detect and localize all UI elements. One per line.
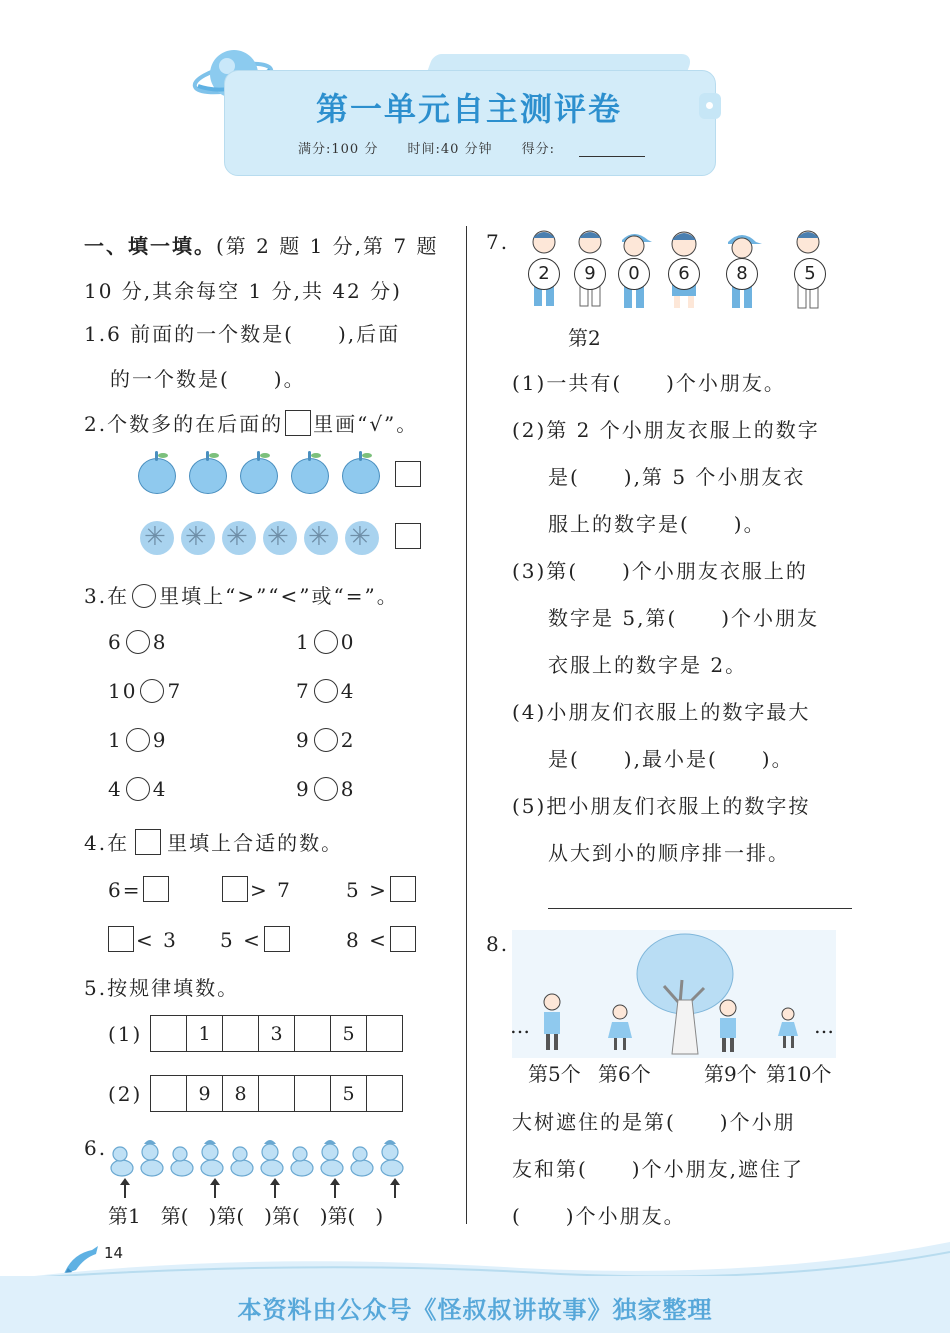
compare-item: 6 8 [108,630,168,654]
q4-prompt: 4.在 里填上合适的数。 [84,831,344,855]
shirt-number: 9 [574,258,606,290]
duck-icon [291,1147,313,1176]
sequence-table-1 [150,1015,403,1052]
duck-icon [351,1147,373,1176]
fill-box[interactable] [390,926,416,952]
apple-icon [291,458,329,494]
fill-box[interactable] [222,876,248,902]
seq-cell[interactable] [367,1016,403,1052]
compare-item: 10 7 [108,679,183,703]
duck-icon [171,1147,193,1176]
page-title: 第一单元自主测评卷 [315,90,622,128]
sequence-table-2 [150,1075,403,1112]
apple-icon [342,458,380,494]
shirt-number: 5 [794,258,826,290]
apple-icon [189,458,227,494]
ellipsis-right: … [814,1014,836,1038]
section-heading: 一、填一填。(第 2 题 1 分,第 7 题 [84,234,439,258]
duck-icon [231,1147,253,1176]
compare-item: 7 4 [296,679,356,703]
q7-part4-line2: 是( ),最小是( )。 [548,747,794,771]
fill-box[interactable] [108,926,134,952]
fill-item: < 3 [106,926,178,952]
q7-part1: (1)一共有( )个小朋友。 [512,371,786,395]
duck-icon [111,1147,133,1176]
duck-icon [381,1144,403,1176]
q7-part4-line1: (4)小朋友们衣服上的数字最大 [512,700,811,724]
fill-box[interactable] [390,876,416,902]
flower-ball-icon [222,521,256,555]
q8-label: 8. [486,932,510,956]
fill-item: 5 < [220,926,292,952]
compare-circle[interactable] [140,679,164,703]
q7-part3-line1: (3)第( )个小朋友衣服上的 [512,559,808,583]
exam-meta [298,138,669,157]
child-figure [524,228,570,314]
fill-item: 5 > [346,876,418,902]
seq-cell[interactable] [259,1076,295,1112]
ellipsis-left: … [510,1014,532,1038]
fill-item: > 7 [220,876,292,902]
q7-part3-line3: 衣服上的数字是 2。 [548,653,748,677]
flower-ball-icon [181,521,215,555]
child-figure [664,228,710,314]
duck-icon [321,1144,343,1176]
shirt-number: 8 [726,258,758,290]
compare-item: 9 2 [296,728,356,752]
duck-icon [141,1144,163,1176]
q7-part2-line2: 是( ),第 5 个小朋友衣 [548,465,806,489]
section-note: 10 分,其余每空 1 分,共 42 分) [84,279,402,303]
seq-cell: 3 [259,1016,295,1052]
q1-line1: 1.6 前面的一个数是( ),后面 [84,322,401,346]
footer-text: 本资料由公众号《怪叔叔讲故事》独家整理 [237,1296,713,1324]
q8-text-line1: 大树遮住的是第( )个小朋 [512,1110,796,1134]
compare-circle[interactable] [126,630,150,654]
seq-cell: 8 [223,1076,259,1112]
ordinal-row: 第1 第( )第( )第( )第( ) [108,1204,384,1228]
arrow-up-icon [394,1180,396,1198]
position-label: 第9个 [704,1062,757,1086]
page-number: 14 [104,1244,124,1262]
apple-icon [138,458,176,494]
q7-part5-line1: (5)把小朋友们衣服上的数字按 [512,794,811,818]
q1-line2: 的一个数是( )。 [110,367,306,391]
seq1-label: (1) [108,1022,143,1046]
inline-square-icon [135,829,161,855]
fill-item: 6= [108,876,171,902]
child-figure [790,228,836,314]
column-divider-lower [466,524,467,1224]
inline-circle-icon [132,584,156,608]
duck-icon [201,1144,223,1176]
seq-cell: 9 [187,1076,223,1112]
apple-answer-box[interactable] [395,461,421,487]
compare-circle[interactable] [126,728,150,752]
q7-part5-line2: 从大到小的顺序排一排。 [548,841,790,865]
seq-cell: 5 [331,1016,367,1052]
shirt-number: 6 [668,258,700,290]
seq-cell[interactable] [367,1076,403,1112]
score-label: 得分: [521,142,556,157]
seq2-label: (2) [108,1082,143,1106]
child-figure [614,228,660,314]
q7-label: 7. [486,230,510,254]
q8-text-line3: ( )个小朋友。 [512,1204,686,1228]
fill-box[interactable] [264,926,290,952]
shirt-number: 2 [528,258,560,290]
score-blank[interactable] [579,144,645,157]
flower-answer-box[interactable] [395,523,421,549]
compare-circle[interactable] [314,777,338,801]
q7-part2-line3: 服上的数字是( )。 [548,512,766,536]
q5-prompt: 5.按规律填数。 [84,976,240,1000]
flower-ball-icon [140,521,174,555]
seq-cell: 5 [331,1076,367,1112]
q6-label: 6. [84,1136,108,1160]
arrow-up-icon [124,1180,126,1198]
seq-cell[interactable] [223,1016,259,1052]
full-score: 满分:100 分 [298,142,379,157]
arrow-up-icon [334,1180,336,1198]
fill-box[interactable] [143,876,169,902]
seq-cell[interactable] [151,1016,187,1052]
compare-item: 4 4 [108,777,168,801]
position-label: 第6个 [598,1062,651,1086]
fill-item: 8 < [346,926,418,952]
child-figure [570,228,616,314]
seq-cell: 1 [187,1016,223,1052]
arrow-up-icon [214,1180,216,1198]
flower-ball-icon [304,521,338,555]
seq-cell[interactable] [295,1016,331,1052]
position-label: 第10个 [766,1062,832,1086]
duck-icon [261,1144,283,1176]
apple-icon [240,458,278,494]
compare-circle[interactable] [314,728,338,752]
seq-cell[interactable] [151,1076,187,1112]
inline-square-icon [285,410,311,436]
compare-item: 9 8 [296,777,356,801]
position-label: 第5个 [528,1062,581,1086]
tree-scene [512,930,836,1058]
arrow-up-icon [274,1180,276,1198]
q7-part2-line1: (2)第 2 个小朋友衣服上的数字 [512,418,820,442]
seq-cell[interactable] [295,1076,331,1112]
pointer-label: 第2 [568,326,601,350]
flower-ball-icon [263,521,297,555]
flower-ball-icon [345,521,379,555]
answer-line[interactable] [548,908,852,909]
compare-circle[interactable] [314,679,338,703]
q2-prompt: 2.个数多的在后面的 里画“√”。 [84,412,419,436]
q8-text-line2: 友和第( )个小朋友,遮住了 [512,1157,804,1181]
child-figure [722,228,768,314]
duck-row [104,1132,414,1182]
compare-item: 1 9 [108,728,168,752]
footer-wave [0,1240,950,1280]
compare-item: 1 0 [296,630,356,654]
shirt-number: 0 [618,258,650,290]
compare-circle[interactable] [126,777,150,801]
column-divider [466,226,467,524]
time-limit: 时间:40 分钟 [407,142,493,157]
compare-circle[interactable] [314,630,338,654]
q3-prompt: 3.在 里填上“>”“<”或“=”。 [84,584,399,608]
q7-part3-line2: 数字是 5,第( )个小朋友 [548,606,820,630]
